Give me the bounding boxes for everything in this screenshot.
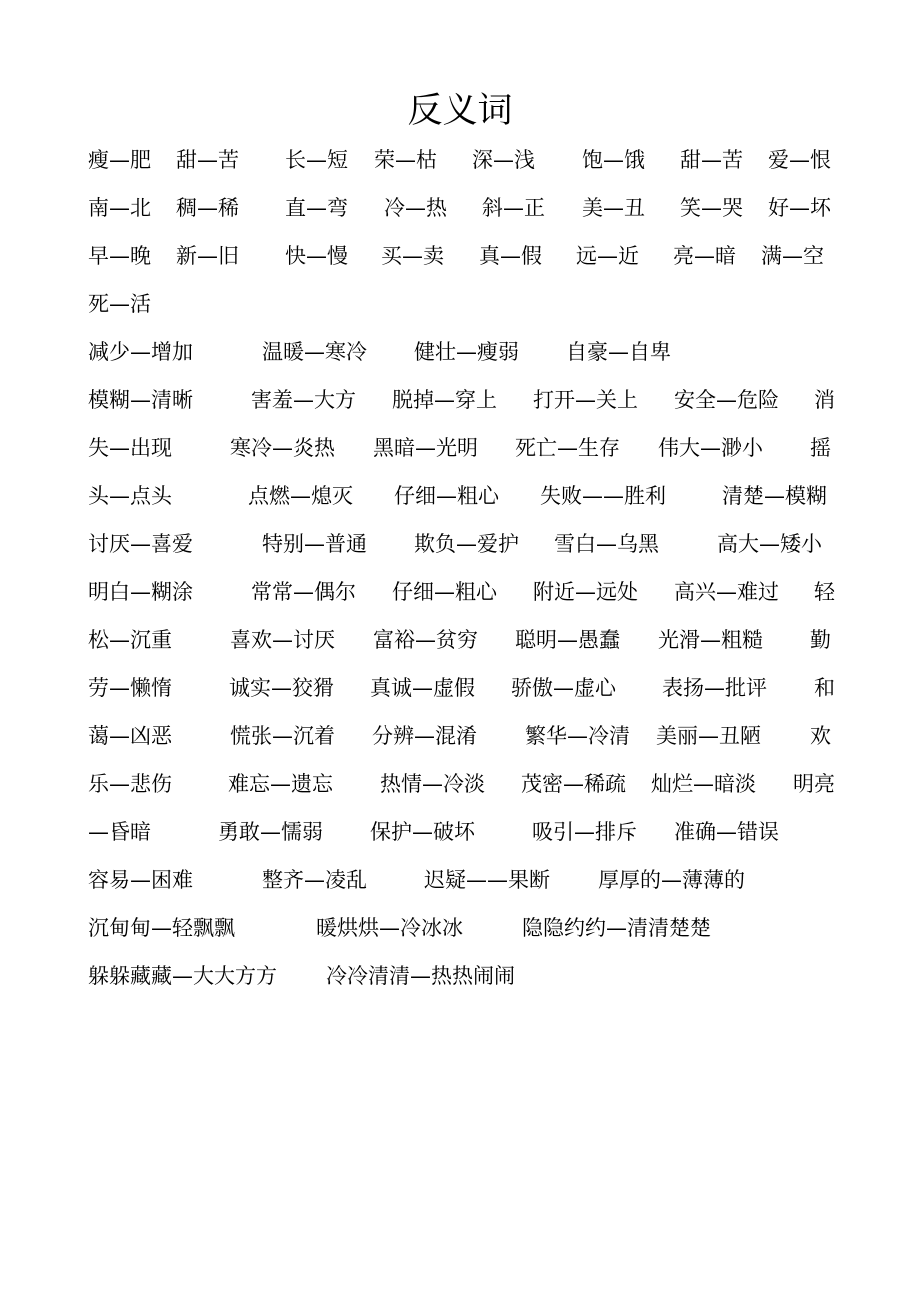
antonym-pair: 美—丑 (582, 196, 645, 220)
antonym-pair: 躲躲藏藏—大大方方 (88, 964, 277, 988)
antonym-pair: 伟大—渺小 (658, 436, 763, 460)
antonym-pair: 灿烂—暗淡 (651, 772, 756, 796)
antonym-pair: 高兴—难过 (674, 580, 779, 604)
antonym-pair: 常常—偶尔 (251, 580, 356, 604)
antonym-pair: 满—空 (761, 244, 824, 268)
antonym-pair: 隐隐约约—清清楚楚 (522, 916, 711, 940)
antonym-pair: 迟疑——果断 (424, 868, 550, 892)
antonym-pair: 脱掉—穿上 (392, 388, 497, 412)
antonym-pair: 直—弯 (285, 196, 348, 220)
antonym-pair: 和 (814, 676, 835, 700)
antonym-pair: 明亮 (793, 772, 835, 796)
antonym-pair: 诚实—狡猾 (229, 676, 334, 700)
antonym-pair: 厚厚的—薄薄的 (598, 868, 745, 892)
antonym-pair: 富裕—贫穷 (373, 628, 478, 652)
antonym-pair: 繁华—冷清 (525, 724, 630, 748)
antonym-pair: 远—近 (576, 244, 639, 268)
antonym-pair: 爱—恨 (768, 148, 831, 172)
antonym-pair: 真诚—虚假 (370, 676, 475, 700)
antonym-pair: 点燃—熄灭 (248, 484, 353, 508)
antonym-pair: 附近—远处 (533, 580, 638, 604)
antonym-pair: 黑暗—光明 (373, 436, 478, 460)
antonym-pair: 斜—正 (482, 196, 545, 220)
antonym-pair: 明白—糊涂 (88, 580, 193, 604)
antonym-pair: 模糊—清晰 (88, 388, 193, 412)
antonym-pair: 温暖—寒冷 (262, 340, 367, 364)
antonym-pair: 仔细—粗心 (392, 580, 497, 604)
antonym-pair: 荣—枯 (374, 148, 437, 172)
antonym-pair: 失—出现 (88, 436, 172, 460)
antonym-pair: 亮—暗 (673, 244, 736, 268)
page-title: 反义词 (407, 91, 513, 131)
antonym-pair: 劳—懒惰 (88, 676, 172, 700)
antonym-pair: 寒冷—炎热 (230, 436, 335, 460)
antonym-pair: 南—北 (88, 196, 151, 220)
antonym-pair: —昏暗 (88, 820, 151, 844)
antonym-pair: 欺负—爱护 (414, 532, 519, 556)
antonym-pair: 消 (814, 388, 835, 412)
antonym-pair: 打开—关上 (533, 388, 638, 412)
antonym-pair: 失败——胜利 (540, 484, 666, 508)
antonym-pair: 勇敢—懦弱 (218, 820, 323, 844)
antonym-pair: 新—旧 (176, 244, 239, 268)
antonym-pair: 欢 (810, 724, 831, 748)
antonym-pair: 美丽—丑陋 (656, 724, 761, 748)
antonym-pair: 好—坏 (768, 196, 831, 220)
antonym-pair: 特别—普通 (262, 532, 367, 556)
antonym-pair: 笑—哭 (680, 196, 743, 220)
antonym-pair: 整齐—凌乱 (262, 868, 367, 892)
antonym-pair: 轻 (814, 580, 835, 604)
antonym-pair: 保护—破坏 (370, 820, 475, 844)
antonym-pair: 分辨—混淆 (372, 724, 477, 748)
antonym-pair: 勤 (810, 628, 831, 652)
antonym-pair: 慌张—沉着 (230, 724, 335, 748)
antonym-pair: 松—沉重 (88, 628, 172, 652)
antonym-pair: 饱—饿 (582, 148, 645, 172)
antonym-pair: 吸引—排斥 (532, 820, 637, 844)
antonym-pair: 真—假 (479, 244, 542, 268)
antonym-pair: 沉甸甸—轻飘飘 (88, 916, 235, 940)
antonym-pair: 早—晚 (88, 244, 151, 268)
antonym-pair: 蔼—凶恶 (88, 724, 172, 748)
antonym-pair: 长—短 (285, 148, 348, 172)
antonym-pair: 快—慢 (285, 244, 348, 268)
antonym-pair: 深—浅 (472, 148, 535, 172)
antonym-pair: 高大—矮小 (717, 532, 822, 556)
antonym-pair: 摇 (810, 436, 831, 460)
antonym-pair: 茂密—稀疏 (521, 772, 626, 796)
antonym-pair: 安全—危险 (674, 388, 779, 412)
antonym-pair: 表扬—批评 (662, 676, 767, 700)
antonym-pair: 甜—苦 (176, 148, 239, 172)
antonym-pair: 买—卖 (381, 244, 444, 268)
antonym-pair: 自豪—自卑 (566, 340, 671, 364)
antonym-pair: 聪明—愚蠢 (515, 628, 620, 652)
antonym-pair: 乐—悲伤 (88, 772, 172, 796)
antonym-pair: 减少—增加 (88, 340, 193, 364)
antonym-pair: 仔细—粗心 (394, 484, 499, 508)
antonym-pair: 头—点头 (88, 484, 172, 508)
antonym-pair: 稠—稀 (176, 196, 239, 220)
antonym-pair: 光滑—粗糙 (658, 628, 763, 652)
antonym-pair: 死—活 (88, 292, 151, 316)
antonym-pair: 清楚—模糊 (722, 484, 827, 508)
antonym-pair: 难忘—遗忘 (228, 772, 333, 796)
antonym-pair: 冷—热 (384, 196, 447, 220)
antonym-pair: 暖烘烘—冷冰冰 (316, 916, 463, 940)
antonym-pair: 准确—错误 (674, 820, 779, 844)
antonym-pair: 容易—困难 (88, 868, 193, 892)
antonym-pair: 热情—冷淡 (380, 772, 485, 796)
antonym-pair: 瘦—肥 (88, 148, 151, 172)
antonym-pair: 冷冷清清—热热闹闹 (326, 964, 515, 988)
antonym-pair: 讨厌—喜爱 (88, 532, 193, 556)
antonym-pair: 害羞—大方 (251, 388, 356, 412)
antonym-pair: 甜—苦 (680, 148, 743, 172)
antonym-pair: 喜欢—讨厌 (230, 628, 335, 652)
antonym-pair: 健壮—瘦弱 (414, 340, 519, 364)
antonym-pair: 雪白—乌黑 (554, 532, 659, 556)
antonym-pair: 骄傲—虚心 (511, 676, 616, 700)
antonym-pair: 死亡—生存 (515, 436, 620, 460)
